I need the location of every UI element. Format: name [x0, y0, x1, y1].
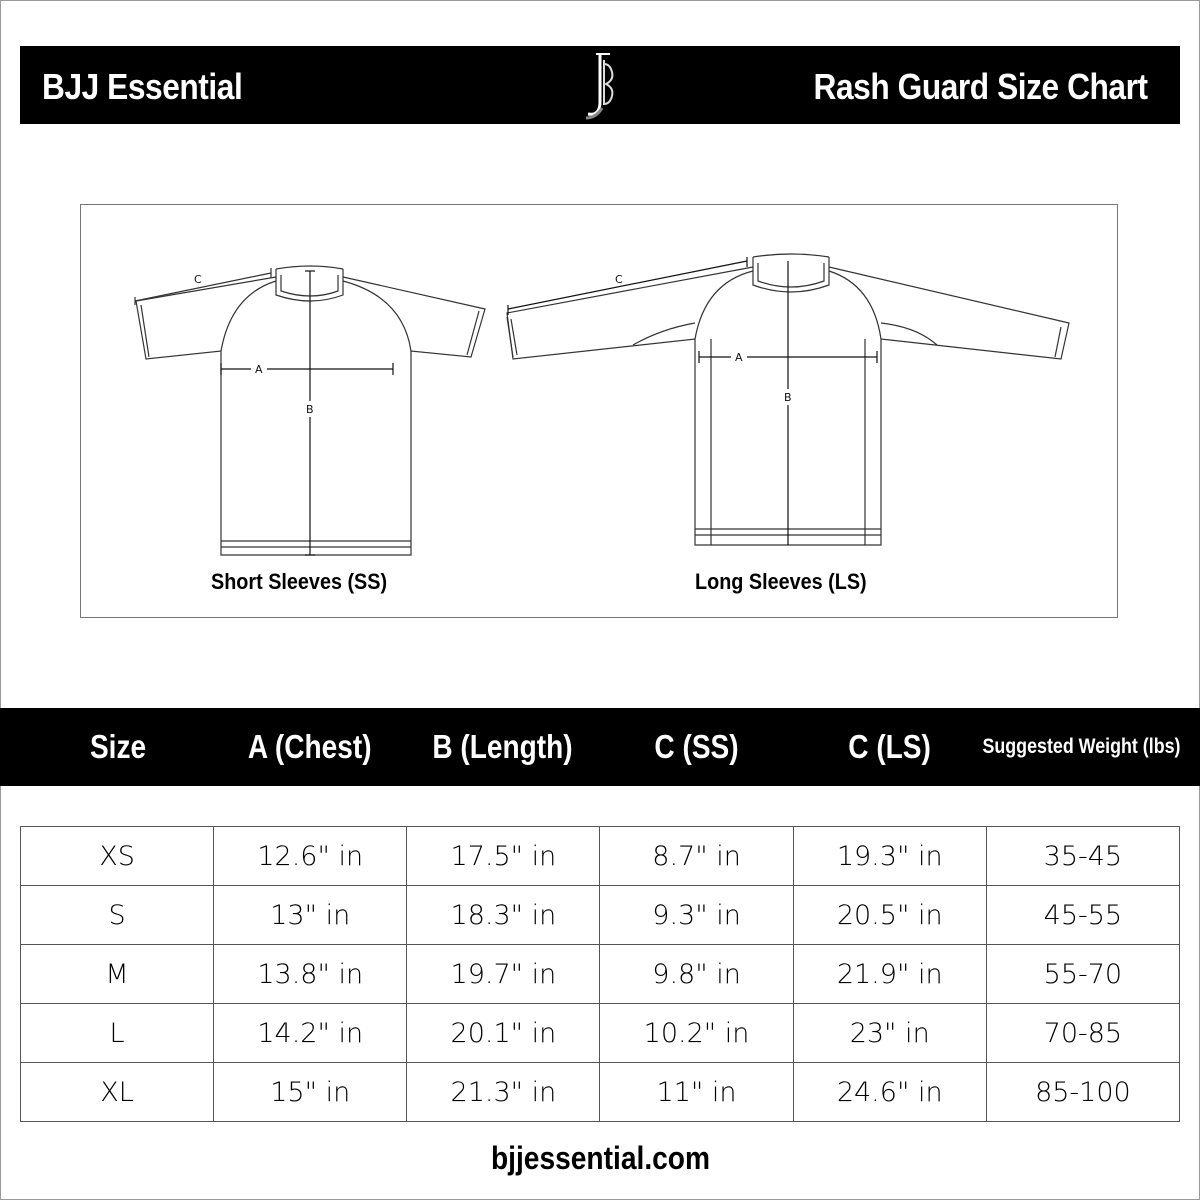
sleeve-ls-cell: 24.6" in	[793, 1063, 986, 1122]
sleeve-ss-cell: 10.2" in	[600, 1004, 793, 1063]
garment-diagram-panel	[80, 204, 1118, 618]
size-table	[20, 826, 1180, 1122]
length-cell: 20.1" in	[407, 1004, 600, 1063]
weight-cell: 85-100	[986, 1063, 1179, 1122]
short-sleeve-label: Short Sleeves (SS)	[211, 569, 388, 594]
ls-marker-b: B	[784, 391, 792, 404]
table-row	[21, 827, 1180, 886]
length-cell: 19.7" in	[407, 945, 600, 1004]
brand-name: BJJ Essential	[42, 66, 243, 107]
sleeve-ss-cell: 11" in	[600, 1063, 793, 1122]
sleeve-ss-cell: 8.7" in	[600, 827, 793, 886]
footer-website-url: bjjessential.com	[490, 1140, 710, 1176]
ss-marker-c: C	[194, 273, 202, 286]
size-cell: L	[21, 1004, 214, 1063]
weight-cell: 55-70	[986, 945, 1179, 1004]
column-header-c-ss: C (SS)	[653, 728, 739, 765]
garment-diagram	[81, 205, 1119, 619]
chest-cell: 13.8" in	[214, 945, 407, 1004]
size-cell: S	[21, 886, 214, 945]
column-header-c-ls: C (LS)	[848, 728, 932, 765]
length-cell: 18.3" in	[407, 886, 600, 945]
column-header-length: B (Length)	[431, 728, 573, 765]
size-cell: XL	[21, 1063, 214, 1122]
table-row	[21, 1063, 1180, 1122]
chest-cell: 13" in	[214, 886, 407, 945]
length-cell: 17.5" in	[407, 827, 600, 886]
bj-monogram-icon	[576, 48, 626, 122]
chest-cell: 14.2" in	[214, 1004, 407, 1063]
long-sleeve-label: Long Sleeves (LS)	[695, 569, 867, 594]
sleeve-ls-cell: 20.5" in	[793, 886, 986, 945]
column-header-chest: A (Chest)	[248, 728, 372, 765]
column-header-weight: Suggested Weight (lbs)	[981, 735, 1180, 758]
chart-title: Rash Guard Size Chart	[813, 66, 1148, 107]
table-header-bar	[0, 708, 1200, 786]
size-cell: M	[21, 945, 214, 1004]
sleeve-ss-cell: 9.8" in	[600, 945, 793, 1004]
table-row	[21, 945, 1180, 1004]
weight-cell: 45-55	[986, 886, 1179, 945]
table-row	[21, 886, 1180, 945]
weight-cell: 70-85	[986, 1004, 1179, 1063]
ls-marker-c: C	[615, 273, 623, 286]
sleeve-ls-cell: 23" in	[793, 1004, 986, 1063]
sleeve-ls-cell: 21.9" in	[793, 945, 986, 1004]
top-title-bar	[20, 46, 1180, 124]
column-header-size: Size	[89, 728, 147, 765]
length-cell: 21.3" in	[407, 1063, 600, 1122]
weight-cell: 35-45	[986, 827, 1179, 886]
long-sleeve-measure-lines	[508, 257, 877, 545]
ls-marker-a: A	[735, 351, 743, 364]
sleeve-ss-cell: 9.3" in	[600, 886, 793, 945]
table-row	[21, 1004, 1180, 1063]
ss-marker-b: B	[306, 403, 314, 416]
sleeve-ls-cell: 19.3" in	[793, 827, 986, 886]
ss-marker-a: A	[255, 363, 263, 376]
size-cell: XS	[21, 827, 214, 886]
chest-cell: 15" in	[214, 1063, 407, 1122]
chest-cell: 12.6" in	[214, 827, 407, 886]
